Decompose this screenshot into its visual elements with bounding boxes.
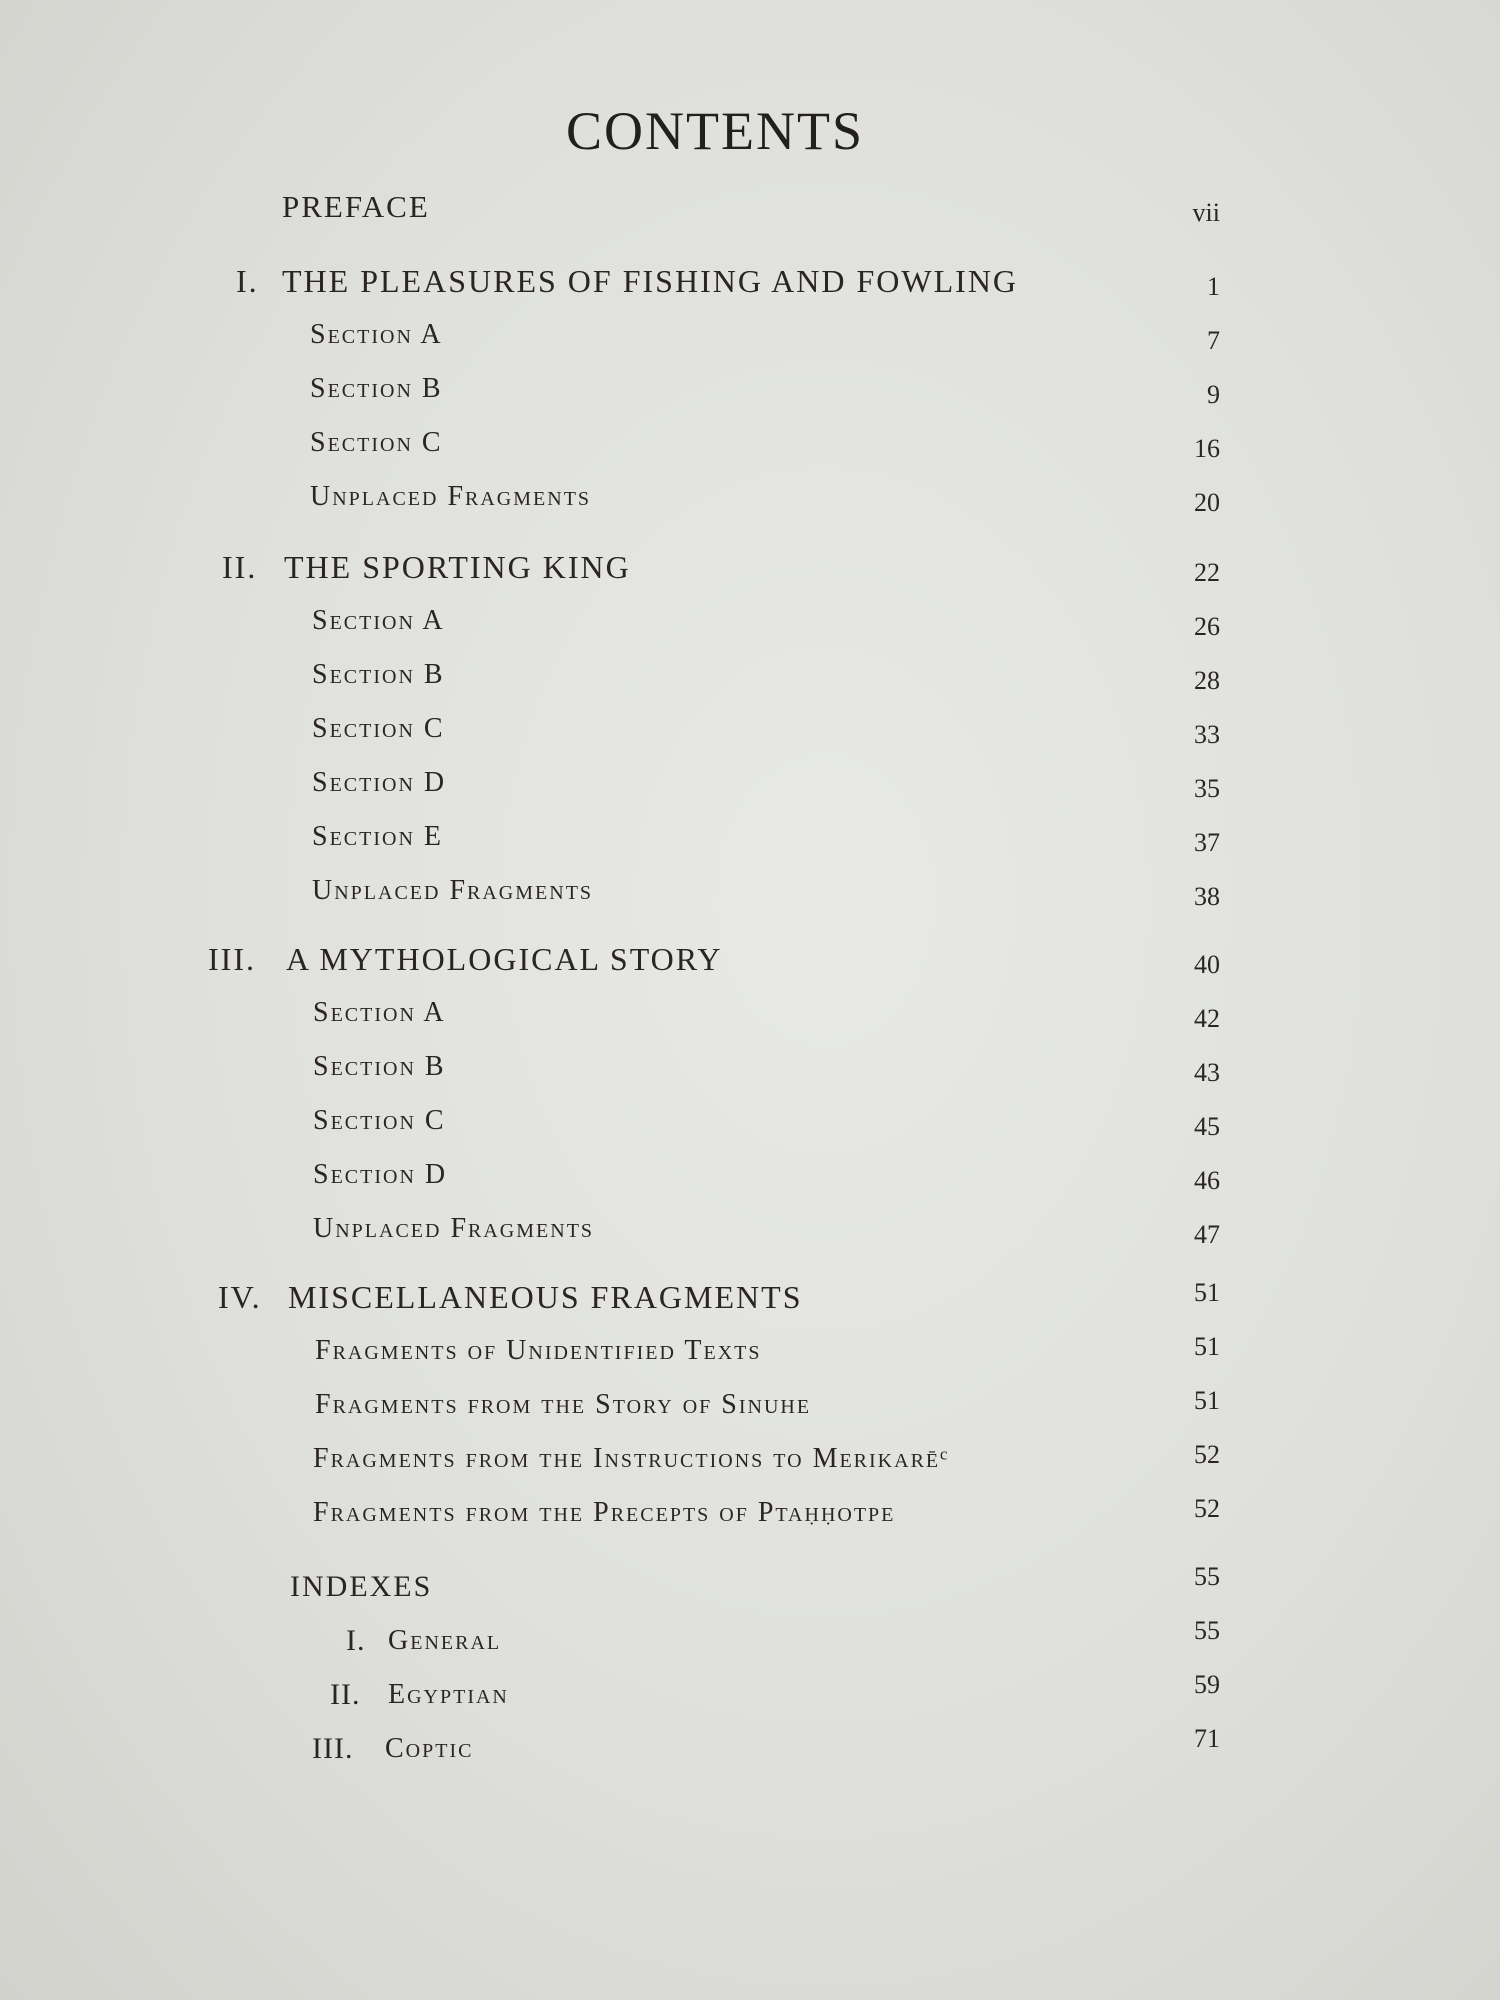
section-page: 51 [1194, 1386, 1220, 1415]
chapter-4-page: 51 [1194, 1278, 1220, 1307]
indexes-page: 55 [1194, 1562, 1220, 1591]
index-page: 71 [1194, 1724, 1220, 1753]
toc-section [0, 760, 1220, 806]
index-label: Coptic [385, 1733, 474, 1764]
section-label: Section B [310, 373, 443, 404]
chapter-3-page: 40 [1194, 950, 1220, 979]
section-page: 9 [1207, 380, 1220, 409]
section-label: Section C [313, 1105, 446, 1136]
section-page: 46 [1194, 1166, 1220, 1195]
toc-section [0, 420, 1220, 466]
section-label: Section A [313, 997, 446, 1028]
chapter-2-numeral: II. [222, 549, 258, 585]
indexes-label: INDEXES [290, 1570, 433, 1603]
toc-section [0, 598, 1220, 644]
section-label: Section C [310, 427, 443, 458]
toc-section [0, 474, 1220, 520]
section-label: Section C [312, 713, 445, 744]
toc-section [0, 312, 1220, 358]
chapter-4-title: MISCELLANEOUS FRAGMENTS [288, 1279, 803, 1315]
toc-index-item [0, 1618, 1220, 1664]
toc-section [0, 1490, 1220, 1536]
section-page: 20 [1194, 488, 1220, 517]
preface-label: PREFACE [282, 189, 430, 224]
toc-section [0, 868, 1220, 914]
section-page: 7 [1207, 326, 1220, 355]
chapter-4-numeral: IV. [218, 1279, 262, 1315]
section-label: Fragments from the Story of Sinuhe [315, 1389, 812, 1420]
section-page: 38 [1194, 882, 1220, 911]
section-page: 42 [1194, 1004, 1220, 1033]
chapter-1-numeral: I. [236, 263, 259, 299]
toc-section [0, 1382, 1220, 1428]
section-label: Section D [313, 1159, 448, 1190]
chapter-1-page: 1 [1207, 272, 1220, 301]
toc-section [0, 652, 1220, 698]
toc-entry-indexes [0, 1564, 1220, 1610]
toc-section [0, 1206, 1220, 1252]
section-page: 45 [1194, 1112, 1220, 1141]
section-page: 16 [1194, 434, 1220, 463]
section-label: Fragments from the Precepts of Ptaḥḥotpe [313, 1497, 896, 1528]
index-label: Egyptian [388, 1679, 509, 1710]
toc-chapter-4 [0, 1274, 1220, 1320]
section-label: Unplaced Fragments [313, 1213, 595, 1244]
section-label: Section D [312, 767, 447, 798]
section-page: 52 [1194, 1494, 1220, 1523]
section-label: Section A [312, 605, 445, 636]
section-page: 43 [1194, 1058, 1220, 1087]
section-page: 28 [1194, 666, 1220, 695]
toc-chapter-3 [0, 936, 1220, 982]
index-numeral: I. [346, 1624, 366, 1657]
index-page: 59 [1194, 1670, 1220, 1699]
index-label: General [388, 1625, 502, 1656]
chapter-3-title: A MYTHOLOGICAL STORY [286, 941, 723, 977]
chapter-3-numeral: III. [208, 941, 256, 977]
toc-section [0, 706, 1220, 752]
section-label: Fragments from the Instructions to Merikarēᶜ [313, 1443, 950, 1474]
toc-section [0, 1436, 1220, 1482]
section-label: Section A [310, 319, 443, 350]
section-page: 35 [1194, 774, 1220, 803]
toc-section [0, 814, 1220, 860]
section-label: Section E [312, 821, 443, 852]
section-label: Unplaced Fragments [312, 875, 594, 906]
section-page: 26 [1194, 612, 1220, 641]
section-page: 51 [1194, 1332, 1220, 1361]
toc-entry-preface [0, 184, 1220, 230]
toc-chapter-2 [0, 544, 1220, 590]
chapter-2-page: 22 [1194, 558, 1220, 587]
section-page: 47 [1194, 1220, 1220, 1249]
preface-page: vii [1192, 198, 1220, 227]
page-title: CONTENTS [566, 101, 864, 161]
toc-section [0, 1098, 1220, 1144]
toc-index-item [0, 1672, 1220, 1718]
toc-index-item [0, 1726, 1220, 1772]
index-page: 55 [1194, 1616, 1220, 1645]
toc-chapter-1 [0, 258, 1220, 304]
section-page: 52 [1194, 1440, 1220, 1469]
toc-section [0, 366, 1220, 412]
index-numeral: II. [330, 1678, 361, 1711]
index-numeral: III. [312, 1732, 354, 1765]
toc-section [0, 1152, 1220, 1198]
chapter-1-title: THE PLEASURES OF FISHING AND FOWLING [282, 263, 1019, 299]
section-label: Section B [312, 659, 445, 690]
section-label: Unplaced Fragments [310, 481, 592, 512]
toc-section [0, 990, 1220, 1036]
section-label: Section B [313, 1051, 446, 1082]
toc-section [0, 1044, 1220, 1090]
section-label: Fragments of Unidentified Texts [315, 1335, 762, 1366]
section-page: 37 [1194, 828, 1220, 857]
chapter-2-title: THE SPORTING KING [284, 549, 631, 585]
section-page: 33 [1194, 720, 1220, 749]
toc-section [0, 1328, 1220, 1374]
